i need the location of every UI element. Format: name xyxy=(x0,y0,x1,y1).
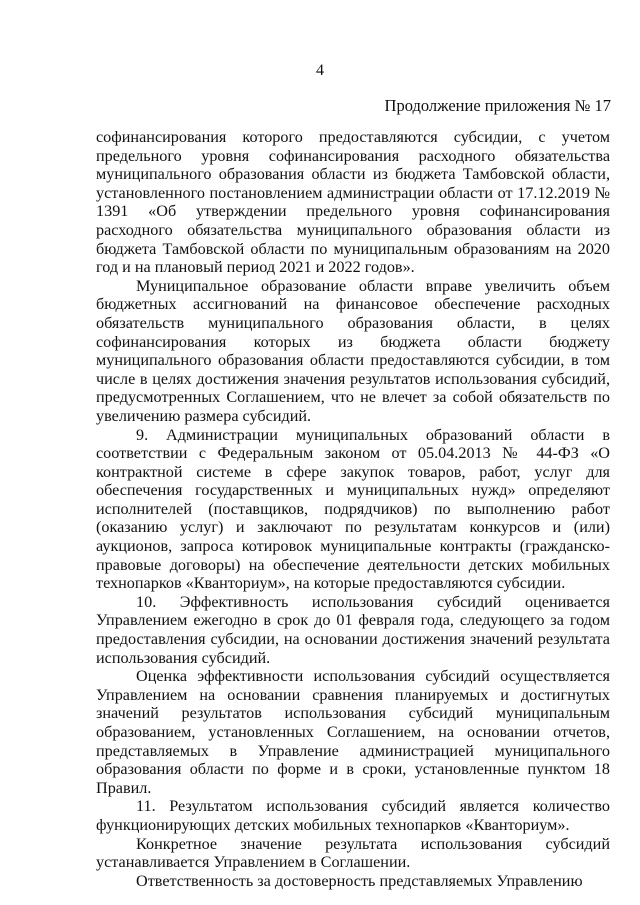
paragraph-item-9: 9. Администрации муниципальных образований области в соответствии с Федеральным законом от 05.04.2013 № 44-ФЗ «О контрактной системе в сфере закупок товаров, работ, услуг для обеспечения государственных и муниципальных нужд» определяют исполнителей (поставщиков, подрядчиков) по выполнению работ (оказанию услуг) и заключают по результатам конкурсов и (или) аукционов, запроса котировок муниципальные контракты (гражданско-правовые договоры) на обеспечение деятельности детских мобильных технопарков «Кванториум», на которые предоставляются субсидии. xyxy=(96,425,610,593)
paragraph-budget-increase: Муниципальное образование области вправе увеличить объем бюджетных ассигнований на финансовое обеспечение расходных обязательств муниципального образования области, в целях софинансирования которых из бюджета области бюджету муниципального образования области предоставляются субсидии, в том числе в целях достижения значения результатов использования субсидий, предусмотренных Соглашением, что не влечет за собой обязательств по увеличению размера субсидий. xyxy=(96,276,610,425)
paragraph-efficiency-evaluation: Оценка эффективности использования субсидий осуществляется Управлением на основании сравнения планируемых и достигнутых значений результатов использования субсидий муниципальным образованием, установленных Соглашением, на основании отчетов, представляемых в Управление администрацией муниципального образования области по форме и в сроки, установленные пунктом 18 Правил. xyxy=(96,667,610,797)
document-body xyxy=(96,128,610,890)
appendix-continuation-heading: Продолжение приложения № 17 xyxy=(384,96,611,115)
paragraph-specific-value: Конкретное значение результата использования субсидий устанавливается Управлением в Соглашении. xyxy=(96,834,610,872)
paragraph-item-11: 11. Результатом использования субсидий является количество функционирующих детских мобильных технопарков «Кванториум». xyxy=(96,797,610,834)
page-number: 4 xyxy=(316,62,324,79)
paragraph-cofinancing-level: софинансирования которого предоставляются субсидии, с учетом предельного уровня софинансирования расходного обязательства муниципального образования области из бюджета Тамбовской области, установленного постановлением администрации области от 17.12.2019 № 1391 «Об утверждении предельного уровня софинансирования расходного обязательства муниципального образования области из бюджета Тамбовской области по муниципальным образованиям на 2020 год и на плановый период 2021 и 2022 годов». xyxy=(96,128,610,277)
paragraph-item-10: 10. Эффективность использования субсидий оценивается Управлением ежегодно в срок до 01 февраля года, следующего за годом предоставления субсидии, на основании достижения значений результата использования субсидий. xyxy=(96,592,610,667)
paragraph-responsibility: Ответственность за достоверность представляемых Управлению xyxy=(136,871,583,890)
